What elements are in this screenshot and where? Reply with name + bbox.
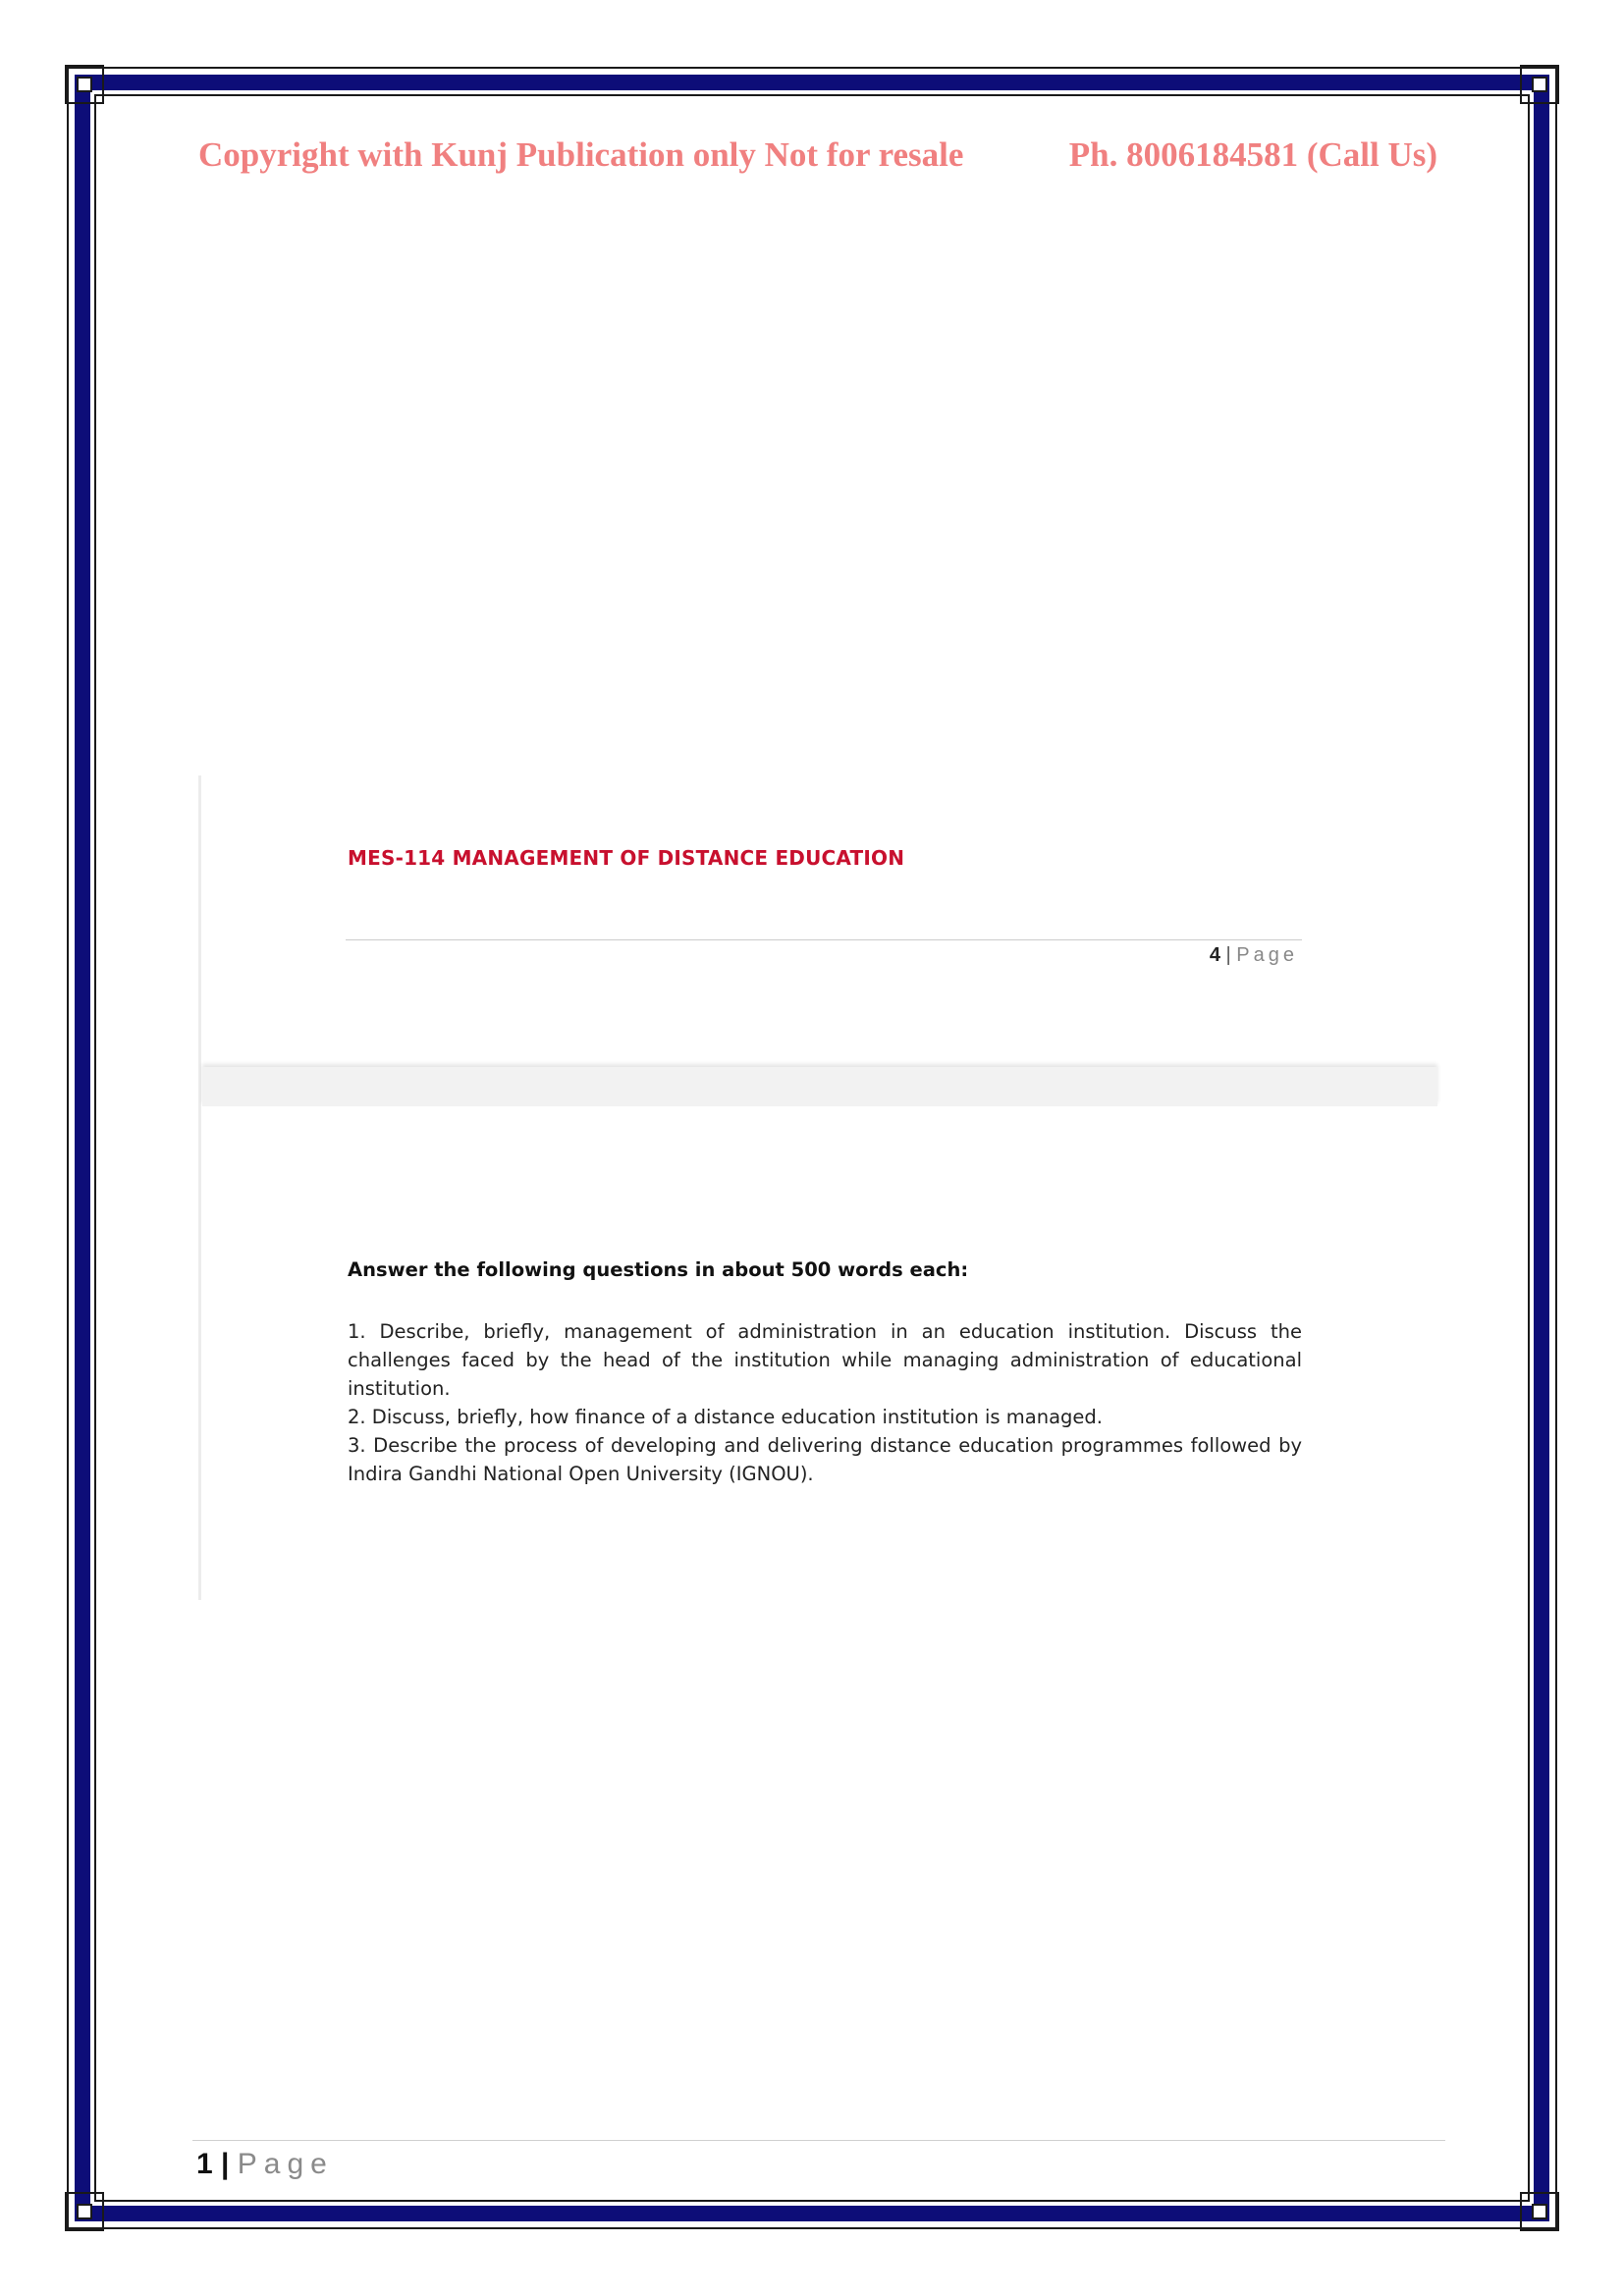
- question-item: 2. Discuss, briefly, how finance of a distance education institution is managed.: [348, 1406, 1103, 1428]
- page-header: [198, 135, 1437, 185]
- scan-page-number-value: 4: [1209, 944, 1220, 966]
- page-number: 1: [196, 2148, 213, 2180]
- page-footer: [196, 2148, 334, 2181]
- scan-footer-rule: [346, 939, 1302, 940]
- scan-page-separator: |: [1225, 944, 1231, 966]
- corner-ornament-top-left: [65, 65, 104, 104]
- corner-ornament-top-right: [1520, 65, 1559, 104]
- page-separator: |: [221, 2148, 230, 2180]
- question-instruction: Answer the following questions in about 500 words each:: [348, 1258, 969, 1281]
- scan-page-number: [1210, 944, 1298, 967]
- page-word: Page: [237, 2148, 334, 2180]
- page-break-band: [202, 1067, 1437, 1106]
- corner-ornament-bottom-left: [65, 2192, 104, 2231]
- footer-rule: [192, 2140, 1445, 2141]
- copyright-notice: Copyright with Kunj Publication only Not for resale: [198, 135, 964, 174]
- contact-phone: Ph. 8006184581 (Call Us): [1068, 135, 1437, 174]
- corner-ornament-bottom-right: [1520, 2192, 1559, 2231]
- embedded-page-scan: [198, 775, 1437, 1600]
- question-list: [348, 1317, 1302, 1488]
- scan-left-edge: [198, 775, 201, 1600]
- question-item: 3. Describe the process of developing and delivering distance education programmes followed by Indira Gandhi National Open University (IGNOU).: [348, 1434, 1302, 1485]
- course-title: MES-114 MANAGEMENT OF DISTANCE EDUCATION: [348, 846, 905, 870]
- scan-page-word: Page: [1236, 944, 1298, 966]
- question-item: 1. Describe, briefly, management of administration in an education institution. Discuss the challenges faced by the head of the institution while managing administration of educational institution.: [348, 1320, 1302, 1400]
